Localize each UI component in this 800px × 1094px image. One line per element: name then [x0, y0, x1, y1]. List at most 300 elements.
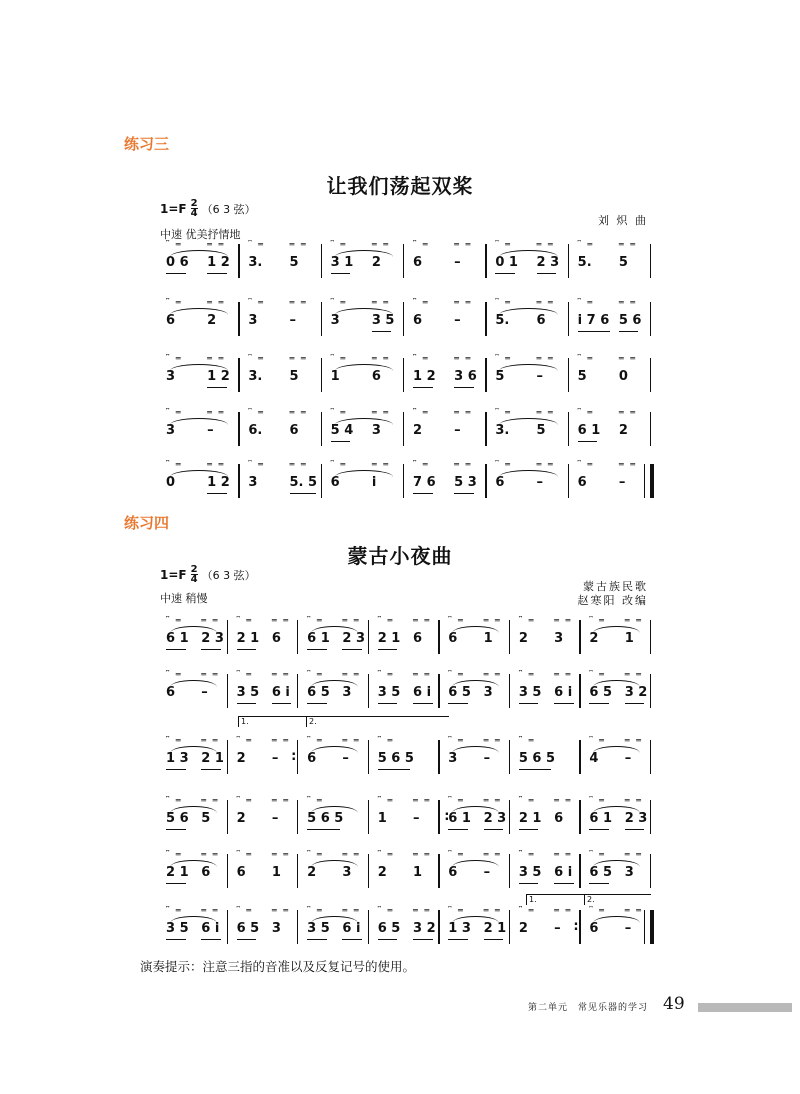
bowing-mark: ⎴ ═ [518, 616, 536, 625]
note: 2 3 [483, 811, 507, 826]
note: 5. 5 [289, 475, 318, 490]
bowing-mark: ⎴ ═ [577, 460, 595, 469]
note: 1 3 [448, 921, 471, 936]
beam-underline [454, 387, 474, 388]
note: 6 i [342, 921, 361, 936]
staff-line [158, 462, 652, 502]
barline [579, 854, 580, 888]
bowing-mark: ⎴ ═ [307, 616, 324, 625]
note: 6 [307, 751, 317, 766]
tuning: （6 3 弦） [201, 568, 256, 582]
bowing-mark: ═ ═ [371, 408, 391, 417]
bowing-mark: ═ ═ [271, 670, 291, 679]
slur [170, 806, 217, 813]
slur [170, 860, 217, 867]
barline [650, 620, 651, 654]
note: 6 [289, 423, 299, 438]
note: 6 [166, 313, 176, 328]
bowing-mark: ═ ═ [413, 906, 432, 915]
beam-underline [166, 649, 186, 650]
page-number: 49 [663, 994, 685, 1014]
staff-line [158, 356, 652, 396]
note: 2 3 [201, 631, 224, 646]
bowing-mark: ═ ═ [201, 616, 220, 625]
bowing-mark: ⎴ ═ [236, 616, 254, 625]
slur [311, 746, 358, 753]
beam-underline [413, 387, 433, 388]
barline [403, 302, 404, 336]
slur [170, 626, 217, 633]
bowing-mark: ⎴ ═ [518, 850, 536, 859]
beam-underline [378, 649, 398, 650]
note: – [483, 751, 491, 766]
beam-underline [378, 939, 398, 940]
beam-underline [237, 703, 257, 704]
beam-underline [589, 883, 609, 884]
bowing-mark: ═ ═ [624, 796, 643, 805]
composer-3: 刘 炽 曲 [598, 214, 648, 227]
beam-underline [331, 273, 351, 274]
slur [170, 746, 217, 753]
staff-line [158, 798, 652, 838]
bowing-mark: ⎴ ═ [330, 298, 348, 307]
barline [579, 740, 580, 774]
staff-line [158, 300, 652, 340]
bowing-mark: ═ ═ [554, 670, 573, 679]
note: 0 [618, 369, 628, 384]
beam-underline [537, 273, 557, 274]
beam-underline [372, 331, 392, 332]
note: 6 [371, 369, 381, 384]
bowing-mark: ═ ═ [342, 670, 361, 679]
note: 3 [554, 631, 564, 646]
bowing-mark: ⎴ ═ [495, 298, 512, 307]
bowing-mark: ⎴ ═ [307, 850, 324, 859]
bowing-mark: ═ ═ [454, 298, 473, 307]
note: 5 6 [166, 811, 189, 826]
bowing-mark: ⎴ ═ [166, 850, 183, 859]
barline [321, 302, 322, 336]
bowing-mark: ⎴ ═ [248, 408, 265, 417]
barline [297, 740, 298, 774]
note: 6 1 [448, 811, 471, 826]
footer-bar [698, 1003, 792, 1012]
bowing-mark: ═ ═ [483, 670, 502, 679]
bowing-mark: ⎴ ═ [236, 736, 254, 745]
bowing-mark: ⎴ ═ [518, 670, 536, 679]
note: 6 1 [577, 423, 601, 438]
repeat-dots: : [291, 749, 297, 764]
beam-underline [237, 649, 257, 650]
note: 2 [377, 865, 387, 880]
note: 5 [577, 369, 587, 384]
bowing-mark: ═ ═ [454, 408, 473, 417]
bowing-mark: ═ ═ [342, 736, 361, 745]
bowing-mark: ═ ═ [624, 906, 643, 915]
barline [509, 910, 510, 944]
note: 2 [371, 255, 381, 270]
barline [238, 464, 239, 498]
key-prefix: 1=F [160, 567, 187, 582]
barline [438, 854, 439, 888]
note: 6 1 [307, 631, 330, 646]
bowing-mark: ═ ═ [271, 796, 291, 805]
beam-underline [578, 331, 611, 332]
note: 3 [624, 865, 634, 880]
note: 6 5 [589, 685, 613, 700]
bowing-mark: ⎴ ═ [413, 408, 430, 417]
beam-underline [207, 273, 227, 274]
note: 3 [248, 475, 258, 490]
bowing-mark: ═ ═ [454, 240, 473, 249]
bowing-mark: ═ ═ [624, 670, 643, 679]
note: 2 1 [377, 631, 401, 646]
barline [568, 358, 569, 392]
bowing-mark: ⎴ ═ [448, 670, 465, 679]
barline [238, 302, 239, 336]
note: 4 [589, 751, 599, 766]
note: 2 [589, 631, 599, 646]
note: 3 5 [307, 921, 330, 936]
note: 5 4 [330, 423, 354, 438]
bowing-mark: ═ ═ [554, 796, 573, 805]
note: – [554, 921, 561, 936]
exercise-4-label: 练习四 [124, 514, 170, 532]
note: 3 [448, 751, 458, 766]
barline [321, 358, 322, 392]
note: 6 [589, 921, 599, 936]
bowing-mark: ⎴ ═ [518, 906, 536, 915]
key-signature-4 [160, 565, 256, 584]
bowing-mark: ═ ═ [289, 354, 308, 363]
beam-underline [519, 829, 539, 830]
repeat-dots: : [573, 919, 579, 934]
barline [297, 620, 298, 654]
bowing-mark: ═ ═ [618, 354, 638, 363]
note: 6 [201, 865, 211, 880]
bowing-mark: ═ ═ [271, 616, 291, 625]
tempo-4: 中速 稍慢 [160, 592, 208, 605]
bowing-mark: ═ ═ [413, 850, 432, 859]
beam-underline [272, 703, 292, 704]
beam-underline [554, 703, 574, 704]
note: 5. [495, 313, 510, 328]
barline [438, 740, 439, 774]
slur [499, 470, 557, 477]
bowing-mark: ═ ═ [207, 354, 226, 363]
bowing-mark: ═ ═ [342, 850, 361, 859]
bowing-mark: ═ ═ [536, 408, 555, 417]
note: 6 [413, 255, 423, 270]
note: 2 [618, 423, 628, 438]
note: 5. [577, 255, 592, 270]
bowing-mark: ⎴ ═ [248, 298, 265, 307]
bowing-mark: ⎴ ═ [377, 906, 395, 915]
performance-hint: 演奏提示：注意三指的音准以及反复记号的使用。 [140, 959, 416, 974]
bowing-mark: ═ ═ [201, 796, 220, 805]
note: 3. [495, 423, 510, 438]
beam-underline [166, 939, 186, 940]
beam-underline [495, 273, 515, 274]
beam-underline [413, 703, 433, 704]
beam-underline [342, 649, 362, 650]
note: 7 6 [413, 475, 436, 490]
barline [509, 620, 510, 654]
bowing-mark: ⎴ ═ [166, 616, 183, 625]
note: 5 6 5 [377, 751, 414, 766]
bowing-mark: ⎴ ═ [577, 298, 595, 307]
bowing-mark: ═ ═ [624, 850, 643, 859]
note: – [536, 475, 543, 490]
note: 2 1 [518, 811, 542, 826]
footer-unit: 第二单元 常见乐器的学习 [528, 1003, 649, 1013]
slur [170, 680, 217, 687]
slur [452, 680, 499, 687]
slur [593, 916, 640, 923]
barline [227, 674, 228, 708]
barline [227, 854, 228, 888]
note: i 7 6 [577, 313, 610, 328]
bowing-mark: ⎴ ═ [495, 460, 512, 469]
beam-underline [625, 829, 645, 830]
note: 5 3 [454, 475, 477, 490]
bowing-mark: ═ ═ [201, 670, 220, 679]
beam-underline [578, 441, 598, 442]
barline [321, 244, 322, 278]
barline [650, 412, 651, 446]
note: – [624, 751, 632, 766]
note: 5 [618, 255, 628, 270]
barline [568, 464, 569, 498]
note: 1 [483, 631, 493, 646]
barline [238, 412, 239, 446]
note: – [454, 255, 461, 270]
barline [227, 620, 228, 654]
barline [579, 910, 580, 944]
beam-underline [307, 649, 327, 650]
bowing-mark: ═ ═ [371, 298, 391, 307]
note: 3 [342, 685, 352, 700]
barline [579, 674, 580, 708]
bowing-mark: ⎴ ═ [166, 408, 183, 417]
barline [568, 302, 569, 336]
note: 6 [554, 811, 564, 826]
slur [452, 626, 499, 633]
barline [368, 910, 369, 944]
bowing-mark: ═ ═ [554, 616, 573, 625]
note: 3 5 [518, 685, 542, 700]
bowing-mark: ⎴ ═ [377, 616, 395, 625]
barline [368, 800, 369, 834]
note: 5 [201, 811, 211, 826]
bowing-mark: ═ ═ [342, 906, 361, 915]
barline [650, 854, 651, 888]
bowing-mark: ═ ═ [201, 850, 220, 859]
beam-underline [484, 939, 504, 940]
bowing-mark: ═ ═ [207, 408, 226, 417]
note: 6 5 [589, 865, 613, 880]
barline [403, 464, 404, 498]
note: 6 [495, 475, 505, 490]
note: 3 [166, 423, 176, 438]
barline [485, 302, 486, 336]
bowing-mark: ═ ═ [624, 736, 643, 745]
barline [650, 358, 651, 392]
bowing-mark: ═ ═ [618, 408, 638, 417]
note: – [618, 475, 626, 490]
beam-underline [619, 331, 639, 332]
barline [403, 244, 404, 278]
note: 2 3 [624, 811, 648, 826]
slur [335, 250, 393, 257]
bowing-mark: ⎴ ═ [577, 408, 595, 417]
bowing-mark: ⎴ ═ [589, 850, 606, 859]
note: 3 5 [166, 921, 189, 936]
bowing-mark: ═ ═ [536, 298, 555, 307]
note: – [271, 751, 279, 766]
note: 6 i [554, 865, 573, 880]
note: 2 1 [201, 751, 224, 766]
bowing-mark: ⎴ ═ [307, 906, 324, 915]
note: 6. [248, 423, 263, 438]
note: 1 [624, 631, 634, 646]
bowing-mark: ⎴ ═ [166, 906, 183, 915]
bowing-mark: ═ ═ [536, 240, 555, 249]
barline [227, 740, 228, 774]
note: – [454, 423, 461, 438]
beam-underline [448, 703, 468, 704]
note: 3 [371, 423, 381, 438]
song-title-3: 让我们荡起双桨 [326, 174, 474, 198]
barline [297, 854, 298, 888]
note: 6 [536, 313, 546, 328]
bowing-mark: ⎴ ═ [236, 796, 254, 805]
barline [644, 910, 645, 944]
bowing-mark: ⎴ ═ [236, 850, 254, 859]
note: 2 [236, 811, 246, 826]
volta-bracket: 1. [238, 716, 307, 727]
note: 3 2 [624, 685, 648, 700]
bowing-mark: ═ ═ [271, 906, 291, 915]
barline [650, 674, 651, 708]
bowing-mark: ⎴ ═ [377, 850, 395, 859]
slur [593, 746, 640, 753]
bowing-mark: ═ ═ [554, 906, 573, 915]
slur [170, 916, 217, 923]
beam-underline [166, 769, 186, 770]
slur [335, 364, 393, 371]
bowing-mark: ═ ═ [371, 240, 391, 249]
note: 1 2 [207, 255, 230, 270]
beam-underline [448, 829, 468, 830]
barline [650, 302, 651, 336]
slur [499, 418, 557, 425]
barline [238, 244, 239, 278]
song-title-4: 蒙古小夜曲 [347, 544, 453, 568]
beam-underline [484, 829, 504, 830]
beam-underline [454, 493, 474, 494]
beam-underline [519, 703, 539, 704]
beam-underline [207, 493, 227, 494]
note: – [536, 369, 543, 384]
barline [650, 244, 651, 278]
slur [499, 250, 557, 257]
barline [644, 464, 645, 498]
bowing-mark: ⎴ ═ [166, 460, 183, 469]
barline [368, 740, 369, 774]
beam-underline [307, 703, 327, 704]
note: – [454, 313, 461, 328]
key-prefix: 1=F [160, 201, 187, 216]
note: 6 [271, 631, 281, 646]
bowing-mark: ═ ═ [624, 616, 643, 625]
note: 6 [448, 865, 458, 880]
barline [438, 910, 439, 944]
bowing-mark: ═ ═ [371, 460, 391, 469]
note: 6 5 [448, 685, 471, 700]
bowing-mark: ═ ═ [483, 906, 502, 915]
staff-line [158, 908, 652, 948]
note: 1 2 [413, 369, 436, 384]
note: 0 [166, 475, 176, 490]
note: 5 [289, 255, 299, 270]
bowing-mark: ⎴ ═ [448, 906, 465, 915]
barline [238, 358, 239, 392]
barline [368, 854, 369, 888]
bowing-mark: ═ ═ [207, 240, 226, 249]
barline [650, 800, 651, 834]
bowing-mark: ⎴ ═ [166, 796, 183, 805]
note: 3 [342, 865, 352, 880]
bowing-mark: ⎴ ═ [377, 736, 395, 745]
bowing-mark: ═ ═ [271, 850, 291, 859]
note: 6 i [201, 921, 220, 936]
bowing-mark: ⎴ ═ [330, 408, 348, 417]
bowing-mark: ⎴ ═ [413, 354, 430, 363]
beam-underline [201, 769, 221, 770]
note: 1 [413, 865, 423, 880]
slur [499, 364, 557, 371]
bowing-mark: ═ ═ [536, 354, 555, 363]
bowing-mark: ═ ═ [271, 736, 291, 745]
staff-line [158, 672, 652, 712]
barline [568, 244, 569, 278]
note: 5 6 [618, 313, 642, 328]
bowing-mark: ⎴ ═ [377, 670, 395, 679]
note: 1 3 [166, 751, 189, 766]
bowing-mark: ⎴ ═ [377, 796, 395, 805]
beam-underline [378, 769, 411, 770]
note: 2 3 [536, 255, 560, 270]
bowing-mark: ⎴ ═ [307, 736, 324, 745]
bowing-mark: ═ ═ [413, 670, 432, 679]
bowing-mark: ⎴ ═ [413, 240, 430, 249]
bowing-mark: ═ ═ [289, 460, 308, 469]
time-signature: $\frac{2}{4}$ [190, 564, 198, 585]
exercise-3-label: 练习三 [124, 135, 170, 153]
beam-underline [413, 493, 433, 494]
beam-underline [589, 703, 609, 704]
bowing-mark: ⎴ ═ [589, 736, 606, 745]
barline [403, 358, 404, 392]
note: 6 [413, 313, 423, 328]
staff-line [158, 242, 652, 282]
bowing-mark: ⎴ ═ [166, 240, 183, 249]
bowing-mark: ⎴ ═ [518, 736, 536, 745]
slur [311, 860, 358, 867]
note: 1 2 [207, 369, 230, 384]
bowing-mark: ⎴ ═ [166, 298, 183, 307]
